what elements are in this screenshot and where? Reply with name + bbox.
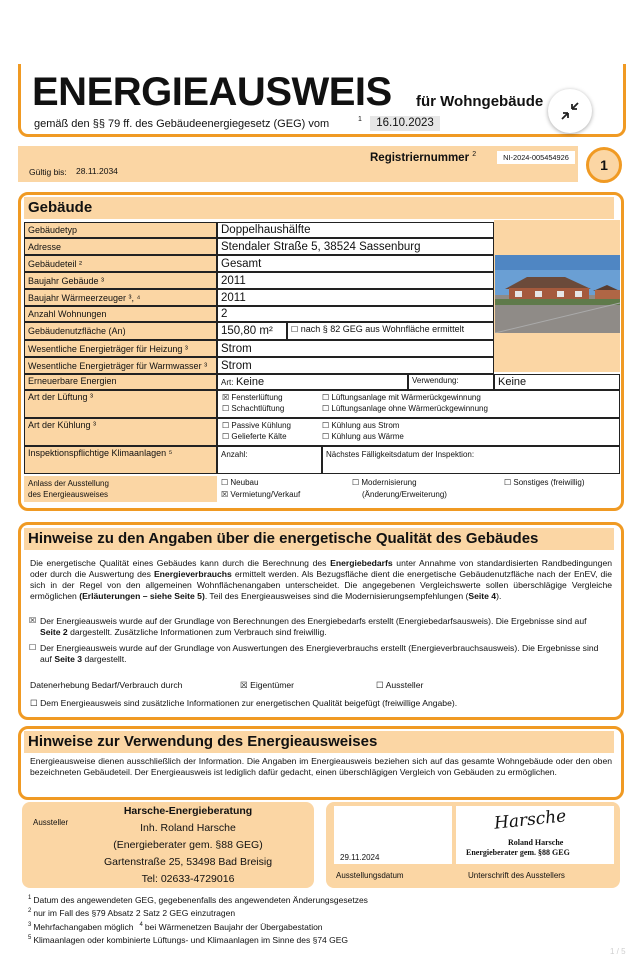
lueftung-options: [217, 390, 620, 418]
row-label-adresse: Adresse: [24, 238, 217, 255]
footnote-line: [28, 906, 588, 919]
issuer-street: Gartenstraße 25, 53498 Bad Breisig: [103, 856, 273, 868]
row-label-nutzflaeche: Gebäudenutzfläche (An): [24, 322, 217, 340]
building-section-title: Gebäude: [28, 199, 93, 216]
footnote-text: bei Wärmenetzen Baujahr der Übergabestation: [144, 921, 323, 932]
klima-faellig: Nächstes Fälligkeitsdatum der Inspektion:: [322, 446, 620, 474]
bedarf-checkbox[interactable]: ☒: [29, 616, 37, 625]
row-value-nutzflaeche: 150,80 m²: [217, 322, 287, 340]
zusatz-informationen[interactable]: ☐ Dem Energieausweis sind zusätzliche Informationen zur energetischen Qualität beigefügt (freiwillige Angabe).: [30, 698, 458, 708]
footnote-line: [28, 920, 588, 933]
collapse-button[interactable]: [548, 89, 592, 133]
issuer-phone: Tel: 02633-4729016: [141, 873, 235, 885]
footnote-number: 5: [28, 934, 32, 941]
row-label-anzahl-wohnungen: Anzahl Wohnungen: [24, 306, 217, 322]
registration-band: [18, 146, 578, 182]
kuehlung-opt-passiv[interactable]: ☐ Passive Kühlung: [222, 421, 291, 430]
document-title: ENERGIEAUSWEIS: [32, 70, 392, 114]
anlass-opt-modernisierung[interactable]: ☐ Modernisierung: [352, 478, 417, 487]
row-label-baujahr-waermeerzeuger: Baujahr Wärmeerzeuger ³, ⁴: [24, 289, 217, 306]
erneuerbare-art: Art: Keine: [217, 374, 408, 390]
valid-until-label: Gültig bis:: [29, 167, 67, 177]
footnote-number: 2: [28, 908, 32, 915]
building-photo: [495, 255, 620, 333]
klima-anzahl: Anzahl:: [217, 446, 322, 474]
footnote-number: 4: [139, 921, 143, 928]
area-note-checkbox[interactable]: ☐: [291, 325, 299, 334]
footnotes: [28, 893, 588, 946]
kuehlung-opt-strom[interactable]: ☐ Kühlung aus Strom: [322, 421, 400, 430]
footnote-number: 1: [28, 895, 32, 901]
erneuerbare-verwendung-value: Keine: [494, 374, 620, 390]
anlass-opt-modernisierung-note: (Änderung/Erweiterung): [362, 490, 447, 499]
issuer-company: Harsche-Energieberatung: [123, 805, 253, 817]
footnote-text: Mehrfachangaben möglich: [33, 921, 134, 932]
footnote-line: [28, 893, 588, 906]
valid-until-date: 28.11.2034: [76, 166, 118, 176]
klima-label: Inspektionspflichtige Klimaanlagen ⁵: [24, 446, 217, 474]
lueftung-opt-fenster[interactable]: ☒ Fensterlüftung: [222, 393, 283, 402]
row-value-energietraeger-warmwasser: Strom: [217, 357, 494, 374]
issuer-label: Aussteller: [33, 818, 69, 827]
row-label-gebaeudetyp: Gebäudetyp: [24, 222, 217, 238]
verbrauch-checkbox[interactable]: ☐: [29, 643, 37, 652]
issue-date-label: Ausstellungsdatum: [336, 871, 404, 880]
row-label-gebaeudeteil: Gebäudeteil ²: [24, 255, 217, 272]
signature-stamp-role: Energieberater gem. §88 GEG: [466, 848, 570, 857]
usage-notes-text: Energieausweise dienen ausschließlich der Information. Die Angaben im Energieausweis beziehen sich auf das gesamte Wohngebäude oder den oben bezeichneten Gebäudeteil. Der Energieausweis ist lediglich dafür gedacht, einen überschlägigen Vergleich von Gebäuden zu ermöglichen.: [30, 756, 612, 777]
signature-stamp-name: Roland Harsche: [508, 838, 564, 847]
footnote-text: Datum des angewendeten GEG, gegebenenfalls des angewendeten Änderungsgesetzes: [33, 894, 368, 905]
legal-basis: gemäß den §§ 79 ff. des Gebäudeenergiegesetz (GEG) vom: [34, 118, 330, 130]
footnote-mark: 1: [358, 116, 362, 123]
handwritten-signature: Harsche: [493, 806, 568, 834]
datenerhebung-eigentuemer[interactable]: ☒ Eigentümer: [240, 680, 295, 690]
anlass-opt-neubau[interactable]: ☐ Neubau: [221, 478, 259, 487]
lueftung-label: Art der Lüftung ³: [24, 390, 217, 418]
kuehlung-label: Art der Kühlung ³: [24, 418, 217, 446]
row-value-gebaeudeteil: Gesamt: [217, 255, 494, 272]
anlass-opt-vermietung[interactable]: ☒ Vermietung/Verkauf: [221, 490, 301, 499]
row-value-adresse: Stendaler Straße 5, 38524 Sassenburg: [217, 238, 494, 255]
lueftung-opt-schacht[interactable]: ☐ Schachtlüftung: [222, 404, 285, 413]
document-subtitle: für Wohngebäude: [416, 93, 544, 110]
footnote-number: 3: [28, 921, 32, 928]
anlass-label-1: Anlass der Ausstellung: [28, 479, 109, 488]
area-note-text: nach § 82 GEG aus Wohnfläche ermittelt: [300, 324, 465, 334]
footnote-line: [28, 933, 588, 946]
kuehlung-options: [217, 418, 620, 446]
row-value-baujahr-waermeerzeuger: 2011: [217, 289, 494, 306]
issuer-name: Inh. Roland Harsche: [140, 822, 236, 834]
area-note-cell: [287, 322, 494, 340]
row-label-energietraeger-warmwasser: Wesentliche Energieträger für Warmwasser ³: [24, 357, 217, 374]
datenerhebung-aussteller[interactable]: ☐ Aussteller: [376, 680, 424, 690]
building-header-bg: [24, 197, 614, 219]
page-number-badge: 1: [586, 147, 622, 183]
row-value-energietraeger-heizung: Strom: [217, 340, 494, 357]
datenerhebung-label: Datenerhebung Bedarf/Verbrauch durch: [30, 680, 183, 690]
anlass-opt-sonstiges[interactable]: ☐ Sonstiges (freiwillig): [504, 478, 585, 487]
lueftung-opt-ohne-wrg[interactable]: ☐ Lüftungsanlage ohne Wärmerückgewinnung: [322, 404, 488, 413]
anlass-label-2: des Energieausweises: [28, 490, 109, 499]
bedarf-option-text: Der Energieausweis wurde auf der Grundlage von Berechnungen des Energiebedarfs erstellt (Energiebedarfsausweis). Die Ergebnisse sind auf Seite 2 dargestellt. Zusätzliche Informationen zum Verbrauch sind freiwillig.: [40, 616, 587, 637]
law-date: 16.10.2023: [370, 116, 440, 131]
issuer-role: (Energieberater gem. §88 GEG): [113, 839, 263, 851]
kuehlung-opt-kaelte[interactable]: ☐ Gelieferte Kälte: [222, 432, 287, 441]
issue-date: 29.11.2024: [340, 853, 380, 862]
quality-notes-title: Hinweise zu den Angaben über die energetische Qualität des Gebäudes: [28, 530, 539, 547]
footnote-text: nur im Fall des §79 Absatz 2 Satz 2 GEG einzutragen: [33, 908, 236, 919]
row-value-baujahr-gebaeude: 2011: [217, 272, 494, 289]
registration-number: NI-2024-005454926: [497, 151, 575, 164]
page-indicator: 1 / 5: [610, 947, 626, 956]
row-label-baujahr-gebaeude: Baujahr Gebäude ³: [24, 272, 217, 289]
lueftung-opt-mit-wrg[interactable]: ☐ Lüftungsanlage mit Wärmerückgewinnung: [322, 393, 481, 402]
erneuerbare-label: Erneuerbare Energien: [24, 374, 217, 390]
row-value-gebaeudetyp: Doppelhaushälfte: [217, 222, 494, 238]
kuehlung-opt-waerme[interactable]: ☐ Kühlung aus Wärme: [322, 432, 404, 441]
verbrauch-option-text: Der Energieausweis wurde auf der Grundlage von Auswertungen des Energieverbrauchs erstellt (Energieverbrauchsausweis). Die Ergebnisse sind auf Seite 3 dargestellt.: [40, 643, 599, 664]
quality-notes-paragraph: Die energetische Qualität eines Gebäudes kann durch die Berechnung des Energiebedarfs unter Annahme von standardisierten Randbedingungen oder durch die Auswertung des Energieverbrauchs ermittelt werden. Als Bezugsfläche dient die energetische Gebäudenutzfläche nach der EnEV, die sich in der Regel von den allgemeinen Wohnflächenangaben unterscheidet. Die angegebenen Vergleichswerte sollen überschlägige Vergleiche ermöglichen (Erläuterungen – siehe Seite 5). Teil des Energieausweises sind die Modernisierungsempfehlungen (Seite 4).: [30, 558, 613, 601]
footnote-text: Klimaanlagen oder kombinierte Lüftungs- und Klimaanlagen im Sinne des §74 GEG: [33, 934, 349, 945]
erneuerbare-verwendung-label: Verwendung:: [408, 374, 494, 390]
row-label-energietraeger-heizung: Wesentliche Energieträger für Heizung ³: [24, 340, 217, 357]
registration-label: Registriernummer $^2$: [370, 151, 477, 164]
collapse-arrows-icon: [548, 89, 592, 133]
signature-label: Unterschrift des Ausstellers: [468, 871, 565, 880]
usage-notes-title: Hinweise zur Verwendung des Energieausweises: [28, 733, 378, 750]
row-value-anzahl-wohnungen: 2: [217, 306, 494, 322]
